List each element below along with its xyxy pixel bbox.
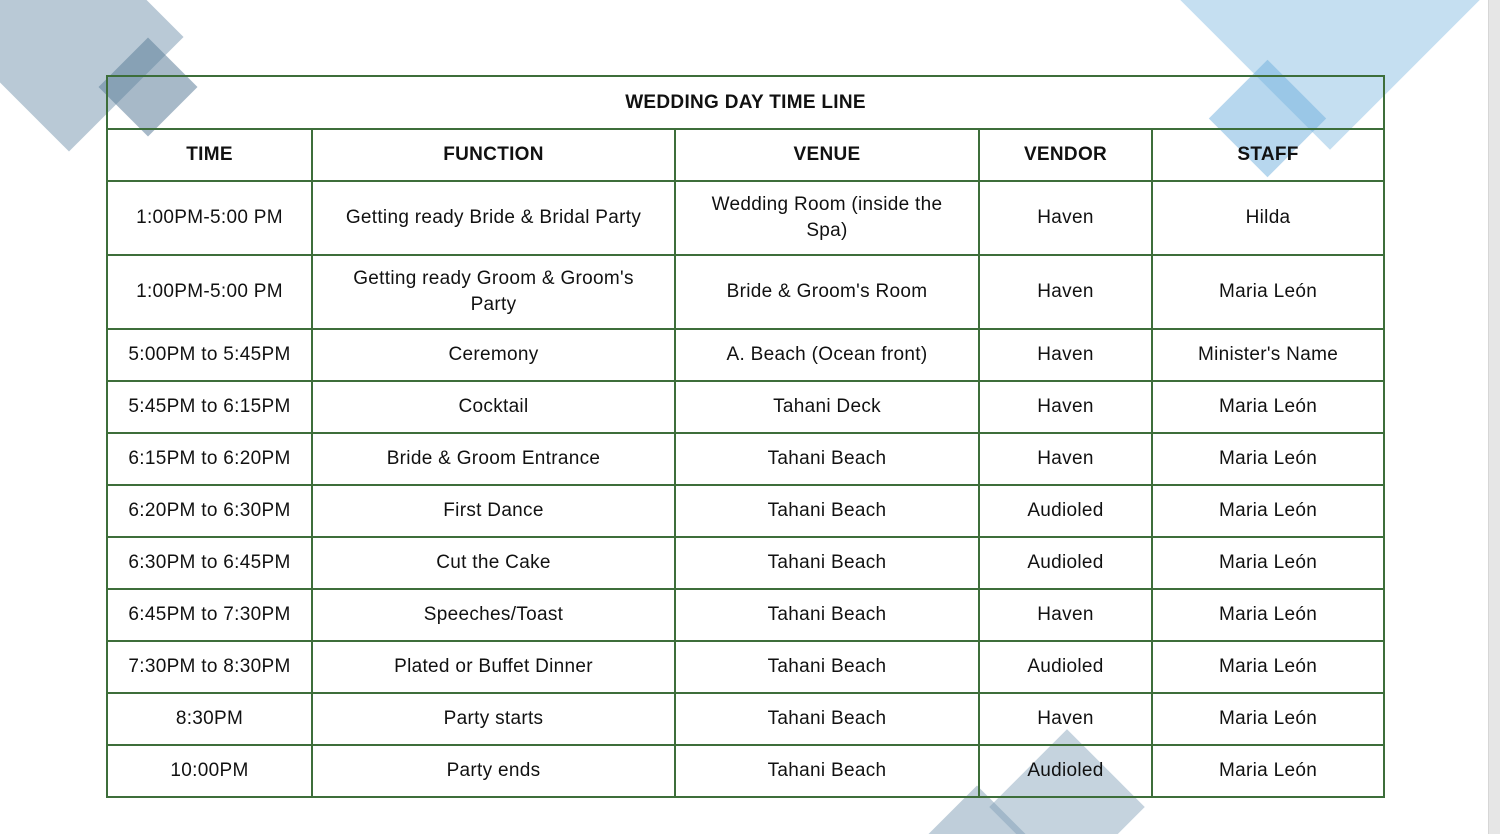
- cell-staff: Maria León: [1152, 537, 1384, 589]
- column-header-function: FUNCTION: [312, 129, 675, 181]
- cell-function: Getting ready Groom & Groom's Party: [312, 255, 675, 329]
- table-row: [107, 181, 1384, 255]
- cell-venue: Tahani Beach: [675, 537, 979, 589]
- cell-vendor: Haven: [979, 693, 1152, 745]
- wedding-timeline-table: [106, 75, 1385, 798]
- column-header-time: TIME: [107, 129, 312, 181]
- table-row: [107, 433, 1384, 485]
- cell-staff: Maria León: [1152, 381, 1384, 433]
- cell-function: Party ends: [312, 745, 675, 797]
- cell-venue: Tahani Beach: [675, 433, 979, 485]
- cell-venue: Tahani Deck: [675, 381, 979, 433]
- cell-vendor: Haven: [979, 381, 1152, 433]
- cell-function: Ceremony: [312, 329, 675, 381]
- cell-venue: Tahani Beach: [675, 745, 979, 797]
- cell-vendor: Audioled: [979, 537, 1152, 589]
- cell-time: 10:00PM: [107, 745, 312, 797]
- cell-staff: Maria León: [1152, 485, 1384, 537]
- cell-time: 1:00PM-5:00 PM: [107, 181, 312, 255]
- cell-staff: Maria León: [1152, 745, 1384, 797]
- cell-vendor: Audioled: [979, 745, 1152, 797]
- cell-staff: Maria León: [1152, 693, 1384, 745]
- cell-vendor: Haven: [979, 433, 1152, 485]
- vertical-scrollbar[interactable]: [1488, 0, 1500, 834]
- cell-function: Bride & Groom Entrance: [312, 433, 675, 485]
- column-header-venue: VENUE: [675, 129, 979, 181]
- cell-time: 6:15PM to 6:20PM: [107, 433, 312, 485]
- cell-time: 7:30PM to 8:30PM: [107, 641, 312, 693]
- cell-time: 5:00PM to 5:45PM: [107, 329, 312, 381]
- table-row: [107, 589, 1384, 641]
- cell-time: 6:20PM to 6:30PM: [107, 485, 312, 537]
- cell-vendor: Audioled: [979, 485, 1152, 537]
- cell-function: Speeches/Toast: [312, 589, 675, 641]
- table-row: [107, 255, 1384, 329]
- cell-venue: Bride & Groom's Room: [675, 255, 979, 329]
- cell-staff: Minister's Name: [1152, 329, 1384, 381]
- table-title: WEDDING DAY TIME LINE: [107, 76, 1384, 129]
- cell-time: 8:30PM: [107, 693, 312, 745]
- cell-staff: Maria León: [1152, 641, 1384, 693]
- cell-time: 5:45PM to 6:15PM: [107, 381, 312, 433]
- cell-venue: A. Beach (Ocean front): [675, 329, 979, 381]
- cell-function: Party starts: [312, 693, 675, 745]
- cell-venue: Tahani Beach: [675, 693, 979, 745]
- cell-venue: Tahani Beach: [675, 485, 979, 537]
- cell-time: 6:30PM to 6:45PM: [107, 537, 312, 589]
- cell-vendor: Haven: [979, 329, 1152, 381]
- cell-function: Cut the Cake: [312, 537, 675, 589]
- table-title-row: [107, 76, 1384, 129]
- table-row: [107, 485, 1384, 537]
- cell-function: Getting ready Bride & Bridal Party: [312, 181, 675, 255]
- cell-staff: Maria León: [1152, 255, 1384, 329]
- cell-function: Plated or Buffet Dinner: [312, 641, 675, 693]
- table-row: [107, 641, 1384, 693]
- cell-staff: Maria León: [1152, 433, 1384, 485]
- table-header-row: [107, 129, 1384, 181]
- cell-venue: Tahani Beach: [675, 589, 979, 641]
- cell-vendor: Haven: [979, 181, 1152, 255]
- table-row: [107, 745, 1384, 797]
- cell-function: Cocktail: [312, 381, 675, 433]
- cell-time: 6:45PM to 7:30PM: [107, 589, 312, 641]
- cell-staff: Hilda: [1152, 181, 1384, 255]
- cell-vendor: Haven: [979, 589, 1152, 641]
- cell-time: 1:00PM-5:00 PM: [107, 255, 312, 329]
- cell-function: First Dance: [312, 485, 675, 537]
- cell-staff: Maria León: [1152, 589, 1384, 641]
- column-header-vendor: VENDOR: [979, 129, 1152, 181]
- cell-vendor: Audioled: [979, 641, 1152, 693]
- cell-venue: Wedding Room (inside the Spa): [675, 181, 979, 255]
- table-row: [107, 329, 1384, 381]
- cell-vendor: Haven: [979, 255, 1152, 329]
- column-header-staff: STAFF: [1152, 129, 1384, 181]
- table-row: [107, 693, 1384, 745]
- table-row: [107, 381, 1384, 433]
- cell-venue: Tahani Beach: [675, 641, 979, 693]
- table-row: [107, 537, 1384, 589]
